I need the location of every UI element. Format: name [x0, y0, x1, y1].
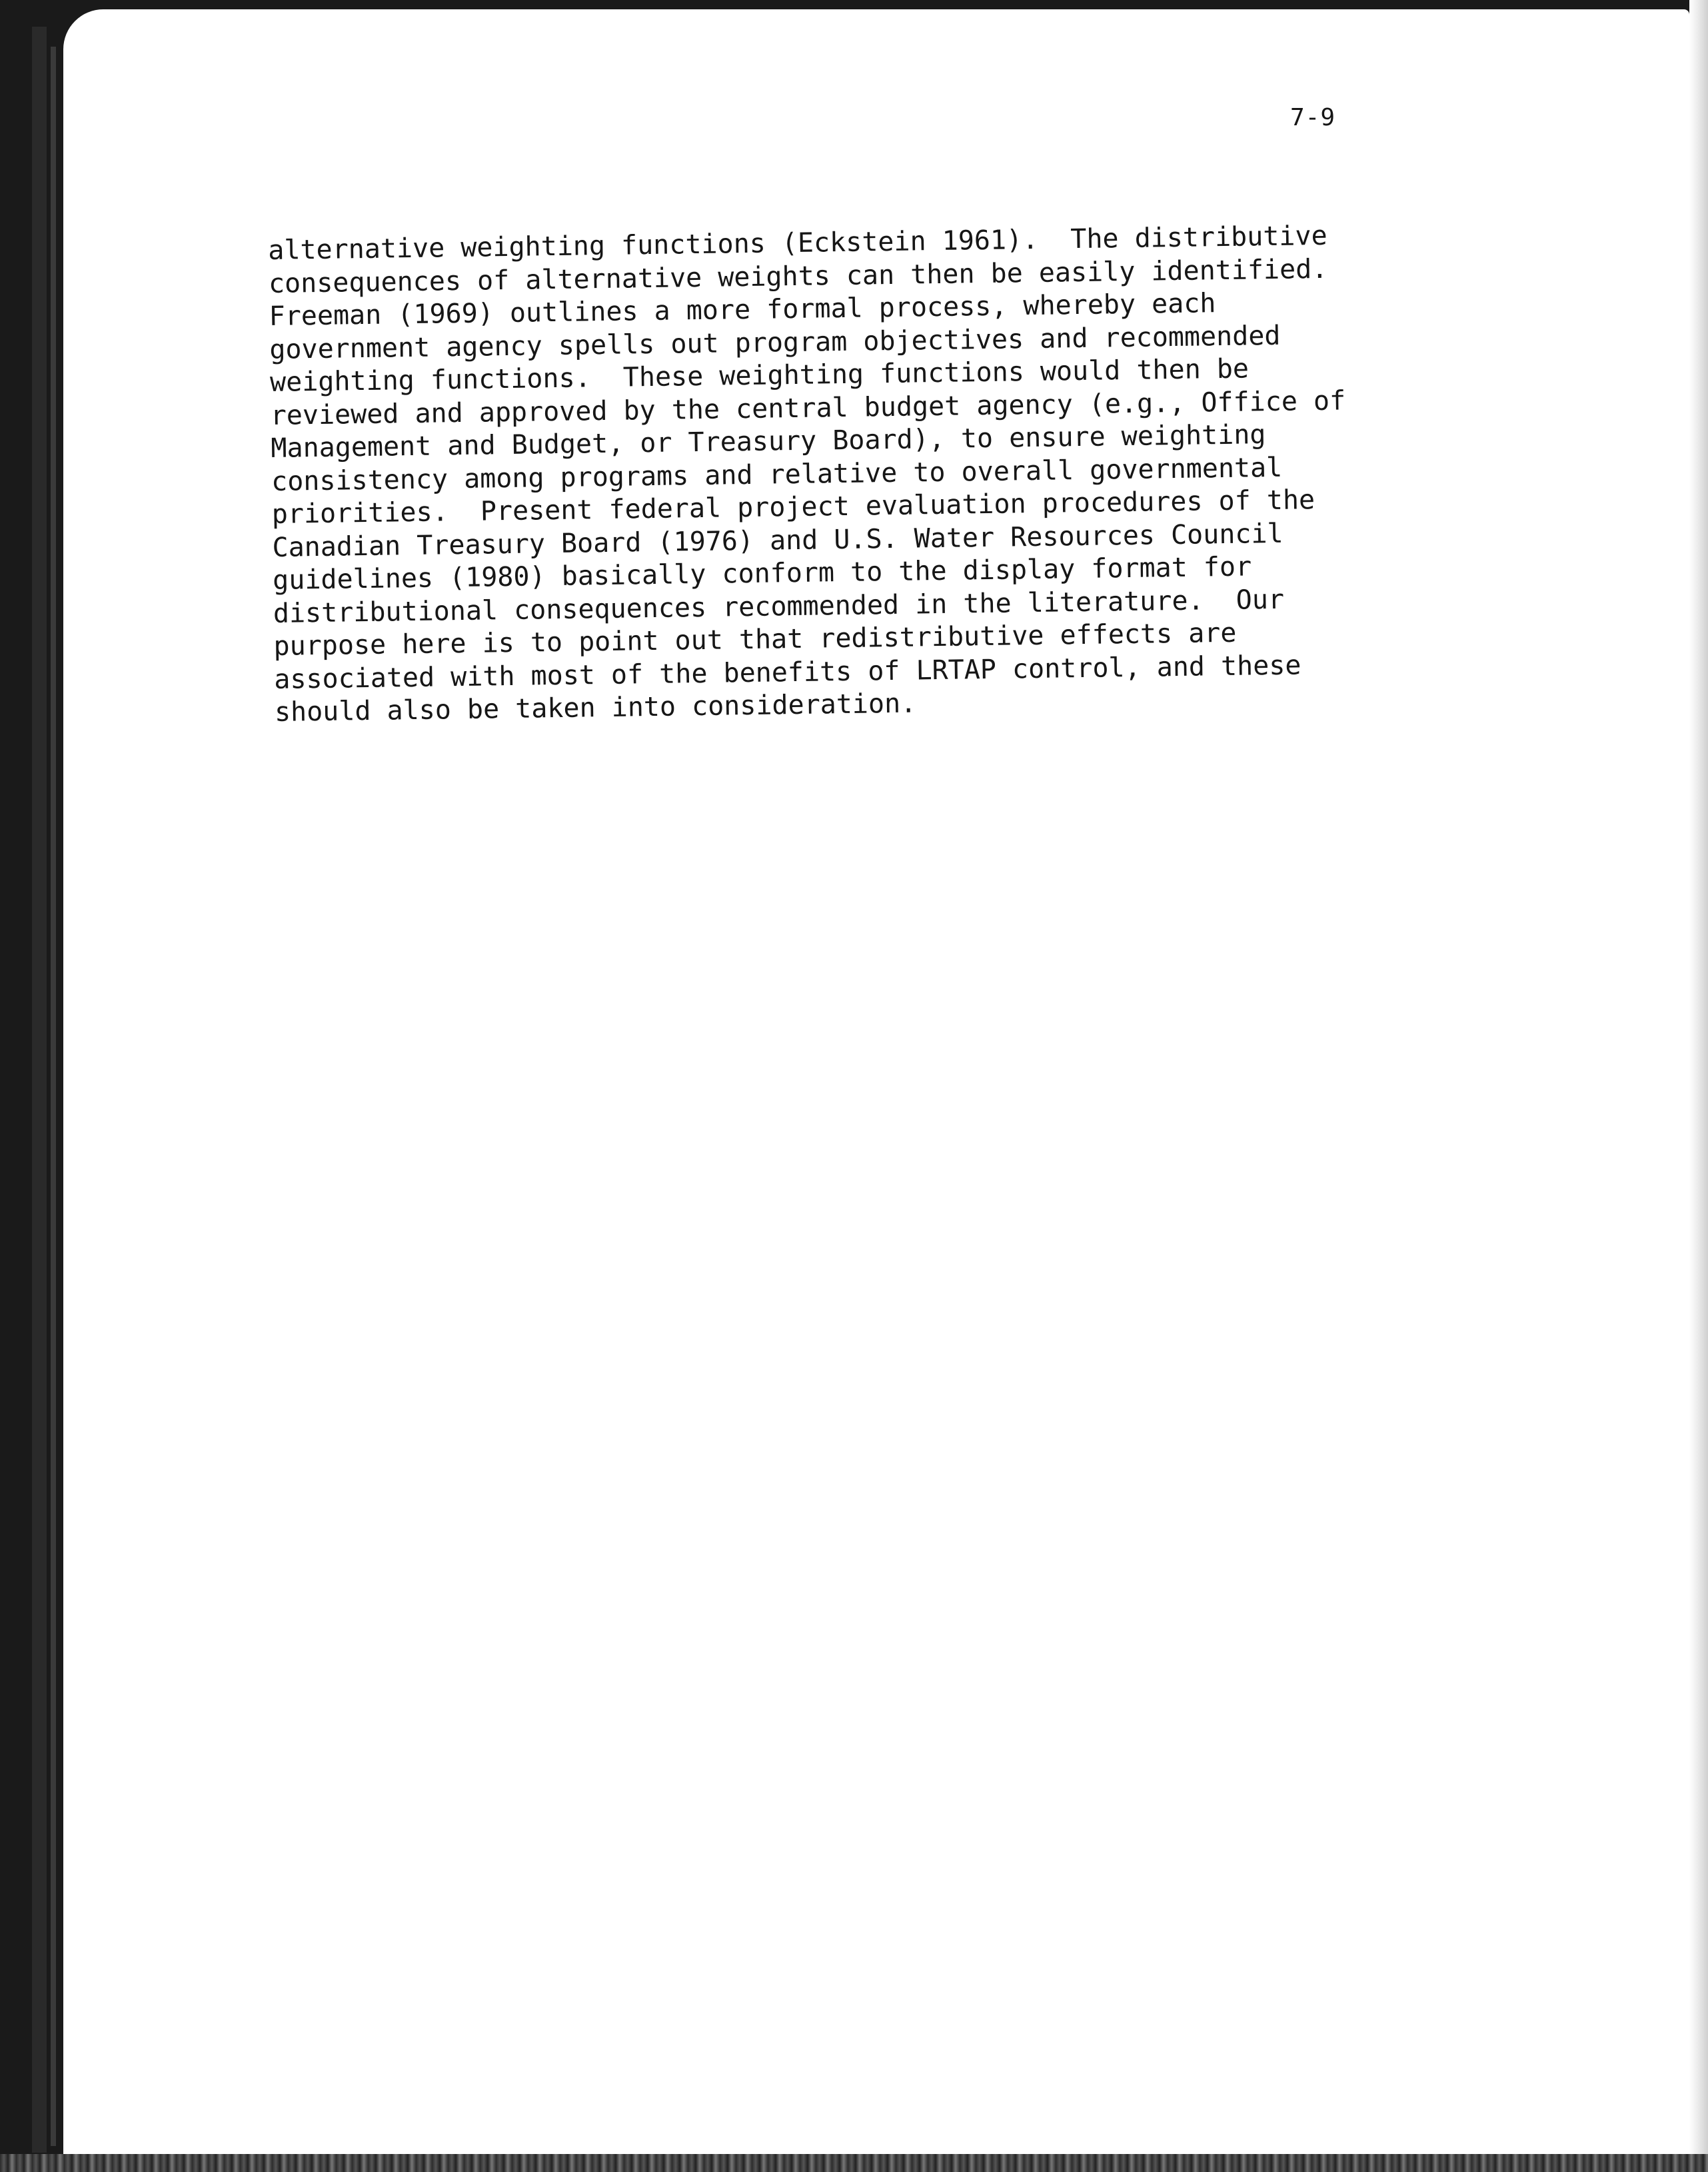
scan-top-edge: [0, 0, 1708, 9]
paragraph-line: weighting functions. These weighting functions would then be: [269, 353, 1250, 398]
paragraph-line: purpose here is to point out that redistributive effects are: [273, 617, 1237, 662]
paragraph-line: consequences of alternative weights can then be easily identified.: [268, 253, 1328, 299]
binding-edge: [32, 27, 47, 2153]
paragraph-line: alternative weighting functions (Eckstein 1961). The distributive: [268, 220, 1327, 266]
paragraph-line: associated with most of the benefits of LRTAP control, and these: [273, 649, 1301, 695]
paragraph-line: distributional consequences recommended in the literature. Our: [273, 584, 1285, 629]
paragraph-line: Canadian Treasury Board (1976) and U.S. Water Resources Council: [272, 518, 1283, 563]
binding-edge-inner: [51, 47, 56, 2146]
paragraph-line: guidelines (1980) basically conform to the display format for: [272, 551, 1252, 596]
paragraph-line: priorities. Present federal project evaluation procedures of the: [271, 485, 1315, 530]
paragraph-line: consistency among programs and relative to overall governmental: [271, 452, 1283, 497]
scan-bottom-edge: [0, 2154, 1708, 2172]
paragraph-line: reviewed and approved by the central budget agency (e.g., Office of: [270, 385, 1346, 431]
page-number: 7-9: [1290, 104, 1336, 131]
paragraph-line: Freeman (1969) outlines a more formal process, whereby each: [269, 288, 1216, 332]
body-paragraph: [268, 219, 1394, 730]
paragraph-line: government agency spells out program objectives and recommended: [269, 320, 1281, 365]
paragraph-line: Management and Budget, or Treasury Board), to ensure weighting: [271, 419, 1266, 464]
page-right-edge: [1689, 0, 1708, 2172]
paragraph-line: should also be taken into consideration.: [274, 688, 917, 728]
